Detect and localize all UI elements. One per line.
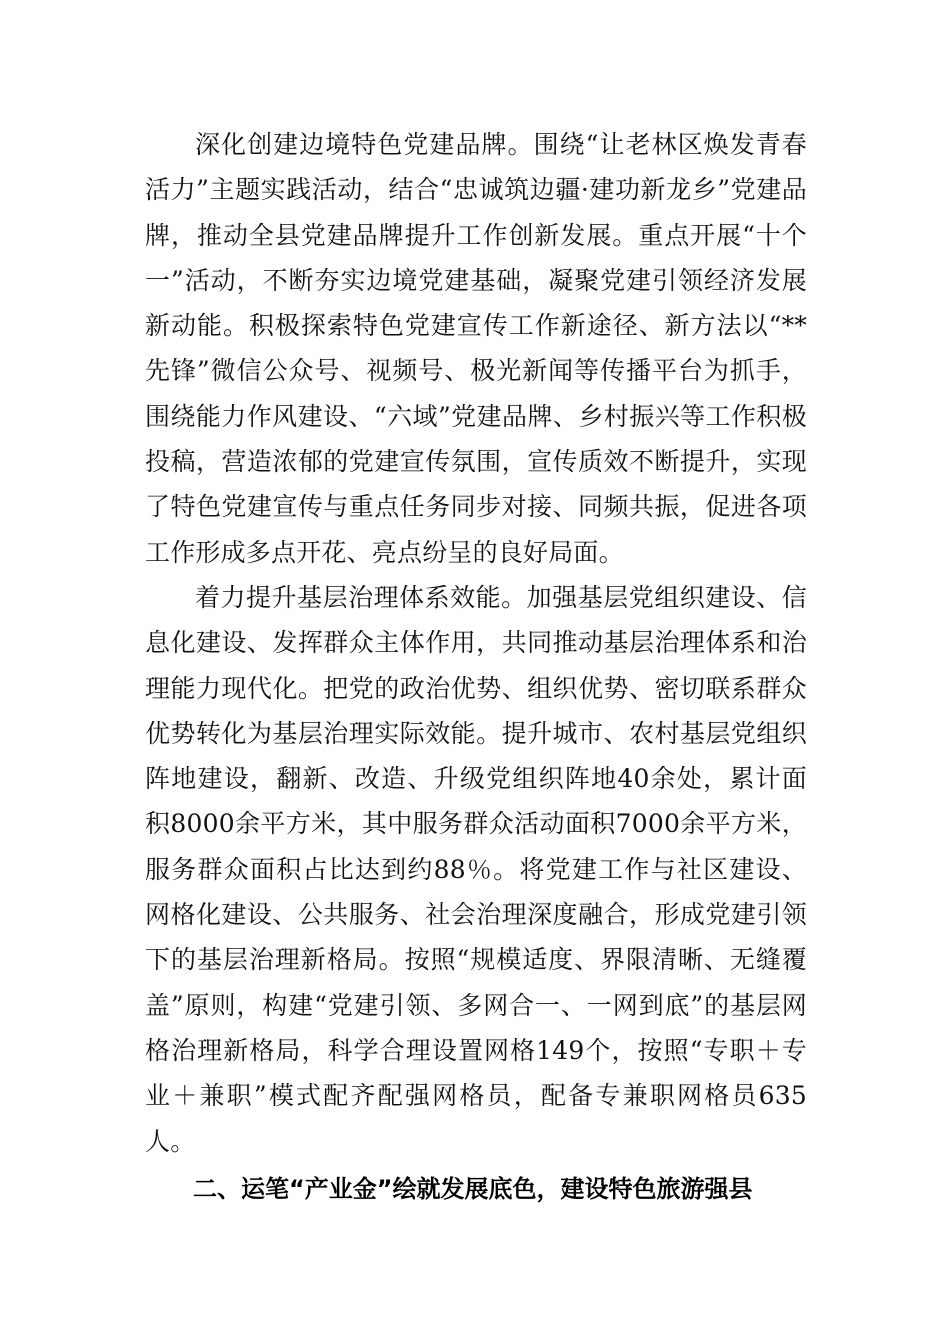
paragraph-grassroots-governance: 着力提升基层治理体系效能。加强基层党组织建设、信息化建设、发挥群众主体作用，共同推动基层治理体系和治理能力现代化。把党的政治优势、组织优势、密切联系群众优势转化为基层治理实际效能。提升城市、农村基层党组织阵地建设，翻新、改造、升级党组织阵地40余处，累计面积8000余平方米，其中服务群众活动面积7000余平方米，服务群众面积占比达到约88％。将党建工作与社区建设、网格化建设、公共服务、社会治理深度融合，形成党建引领下的基层治理新格局。按照“规模适度、界限清晰、无缝覆盖”原则，构建“党建引领、多网合一、一网到底”的基层网格治理新格局，科学合理设置网格149个，按照“专职＋专业＋兼职”模式配齐配强网格员，配备专兼职网格员635人。 <box>145 582 807 1156</box>
document-body <box>145 122 807 1212</box>
paragraph-party-brand: 深化创建边境特色党建品牌。围绕“让老林区焕发青春活力”主题实践活动，结合“忠诚筑边疆·建功新龙乡”党建品牌，推动全县党建品牌提升工作创新发展。重点开展“十个一”活动，不断夯实边境党建基础，凝聚党建引领经济发展新动能。积极探索特色党建宣传工作新途径、新方法以“**先锋”微信公众号、视频号、极光新闻等传播平台为抓手，围绕能力作风建设、“六域”党建品牌、乡村振兴等工作积极投稿，营造浓郁的党建宣传氛围，宣传质效不断提升，实现了特色党建宣传与重点任务同步对接、同频共振，促进各项工作形成多点开花、亮点纷呈的良好局面。 <box>145 130 807 567</box>
section-heading: 二、运笔“产业金”绘就发展底色，建设特色旅游强县 <box>193 1174 753 1203</box>
